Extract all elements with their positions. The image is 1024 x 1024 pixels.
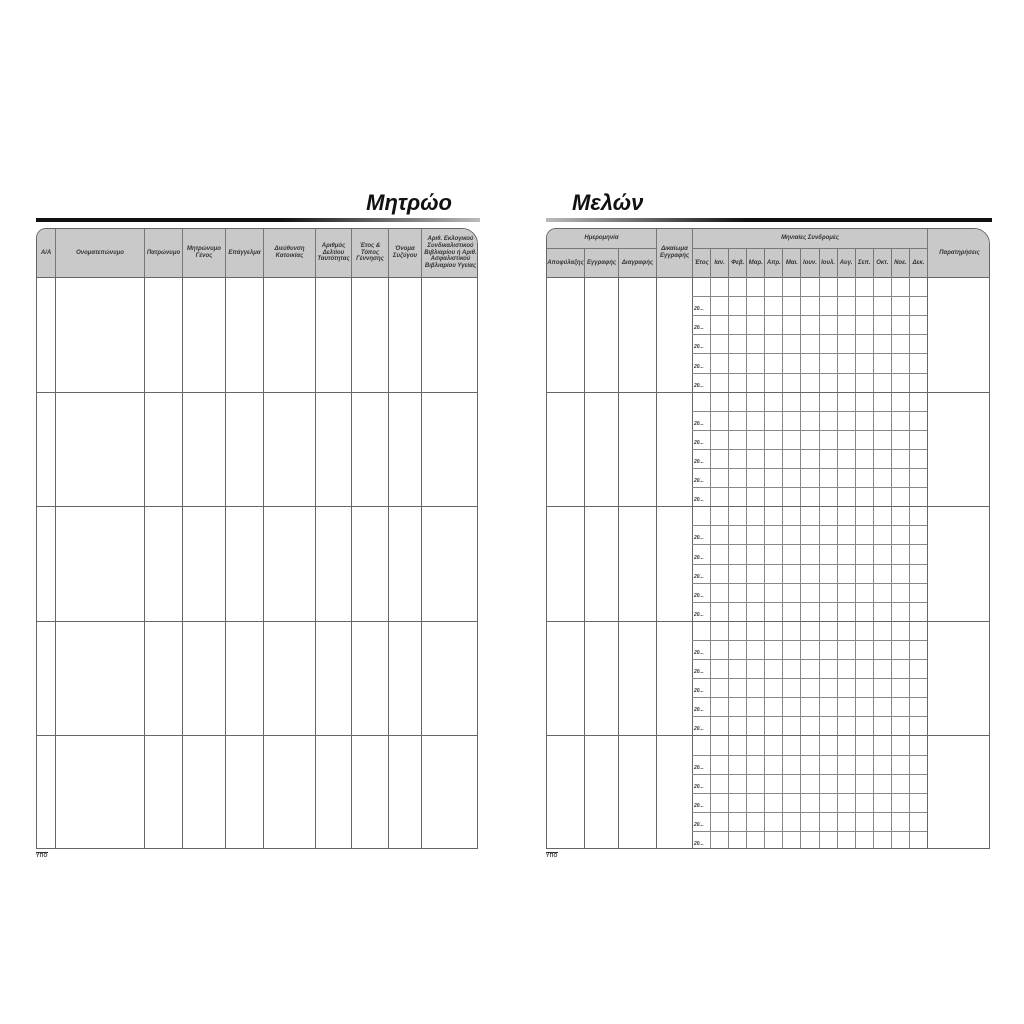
year-row-divider (692, 602, 927, 603)
year-row-divider (692, 525, 927, 526)
column-header: Παρατηρήσεις (927, 229, 990, 277)
column-divider (927, 277, 928, 849)
year-label: 20... (694, 573, 704, 580)
year-label: 20... (694, 592, 704, 599)
year-label: 20... (694, 841, 704, 847)
year-row-divider (692, 697, 927, 698)
year-label: 20... (694, 669, 704, 676)
year-label: 20... (694, 688, 704, 695)
year-label: 20... (694, 420, 704, 427)
year-label: 20... (694, 382, 704, 389)
column-header: Πατρώνυμο (144, 229, 182, 277)
year-label: 20... (694, 344, 704, 351)
year-row-divider (692, 812, 927, 813)
column-header: Διαγραφής (618, 249, 656, 277)
year-row-divider (692, 334, 927, 335)
year-label: 20... (694, 726, 704, 733)
column-divider (144, 277, 145, 849)
column-divider (421, 277, 422, 849)
month-header: Οκτ. (873, 249, 891, 277)
month-header: Φεβ. (728, 249, 746, 277)
register-table (36, 228, 478, 849)
register-table-header (37, 229, 477, 278)
row-divider (37, 621, 477, 622)
year-row-divider (692, 487, 927, 488)
column-header: Έτος & Τόπος Γέννησης (351, 229, 388, 277)
year-row-divider (692, 373, 927, 374)
year-label: 20... (694, 783, 704, 790)
year-label: 20... (694, 459, 704, 465)
column-divider (225, 277, 226, 849)
year-label: 20... (694, 707, 704, 714)
publisher-logo-right: ΥΠΟ (546, 853, 558, 859)
month-header: Σεπ. (855, 249, 873, 277)
row-divider (37, 735, 477, 736)
year-row-divider (692, 468, 927, 469)
column-divider (388, 277, 389, 849)
title-rule-right (546, 218, 992, 222)
year-row-divider (692, 640, 927, 641)
year-label: 20... (694, 478, 704, 485)
column-divider (618, 277, 619, 849)
month-header: Ιουν. (800, 249, 818, 277)
column-header: Αποφύλαξης (547, 259, 584, 266)
row-divider (37, 506, 477, 507)
year-label: 20... (694, 611, 704, 618)
year-label: 20... (694, 535, 704, 542)
month-header: Νοε. (891, 249, 909, 277)
month-header: Έτος (692, 249, 710, 277)
month-header: Απρ. (764, 249, 782, 277)
column-header: Εγγραφής (584, 249, 618, 277)
year-label: 20... (694, 306, 704, 313)
year-row-divider (692, 544, 927, 545)
year-label: 20... (694, 764, 704, 771)
year-row-divider (692, 564, 927, 565)
year-row-divider (692, 716, 927, 717)
year-row-divider (692, 774, 927, 775)
year-row-divider (692, 831, 927, 832)
year-row-divider (692, 430, 927, 431)
year-row-divider (692, 583, 927, 584)
title-rule-left (36, 218, 480, 222)
year-row-divider (692, 296, 927, 297)
row-divider (547, 506, 989, 507)
year-label: 20... (694, 363, 704, 370)
year-label: 20... (694, 821, 704, 828)
column-header: Μητρώνυμο Γένος (182, 229, 225, 277)
month-header: Μαι. (782, 249, 800, 277)
year-row-divider (692, 411, 927, 412)
members-table (546, 228, 990, 849)
column-divider (584, 277, 585, 849)
column-divider (656, 277, 657, 849)
column-header: Δικαίωμα Εγγραφής (656, 229, 692, 277)
group-header-dates: Ημερομηνία (547, 229, 656, 249)
year-label: 20... (694, 439, 704, 446)
group-header-subscriptions: Μηνιαίες Συνδρομές (692, 229, 927, 249)
year-row-divider (692, 659, 927, 660)
year-row-divider (692, 315, 927, 316)
month-header: Ιουλ. (819, 249, 837, 277)
year-label: 20... (694, 802, 704, 809)
column-header: Α/Α (40, 249, 52, 256)
row-divider (37, 392, 477, 393)
row-divider (547, 735, 989, 736)
year-row-divider (692, 353, 927, 354)
year-label: 20... (694, 497, 704, 504)
year-row-divider (692, 793, 927, 794)
row-divider (547, 392, 989, 393)
column-header: Όνομα Συζύγου (388, 229, 421, 277)
month-header: Ιαν. (710, 249, 728, 277)
month-header: Δεκ. (909, 249, 927, 277)
column-divider (315, 277, 316, 849)
column-header: Αριθμός Δελτίου Ταυτότητας (315, 229, 351, 277)
year-row-divider (692, 755, 927, 756)
publisher-logo-left: ΥΠΟ (36, 853, 48, 859)
year-label: 20... (694, 650, 704, 656)
column-header: Επάγγελμα (225, 229, 263, 277)
year-row-divider (692, 449, 927, 450)
column-divider (351, 277, 352, 849)
year-label: 20... (694, 325, 704, 332)
column-header: Διεύθυνση Κατοικίας (263, 229, 315, 277)
page-title-left: Μητρώο (366, 190, 452, 215)
row-divider (547, 621, 989, 622)
column-header: Ονοματεπώνυμο (55, 229, 144, 277)
month-header: Αυγ. (837, 249, 855, 277)
column-divider (182, 277, 183, 849)
year-label: 20... (694, 554, 704, 561)
page-title-right: Μελών (572, 190, 644, 215)
column-header: Αριθ. Εκλογικού Συνδικαλιστικού Βιβλιαρίου ή Αριθ. Ασφαλιστικού Βιβλιαρίου Υγείας (421, 229, 478, 277)
column-divider (55, 277, 56, 849)
month-header: Μαρ. (746, 249, 764, 277)
members-table-header (547, 229, 989, 278)
year-row-divider (692, 678, 927, 679)
column-divider (263, 277, 264, 849)
